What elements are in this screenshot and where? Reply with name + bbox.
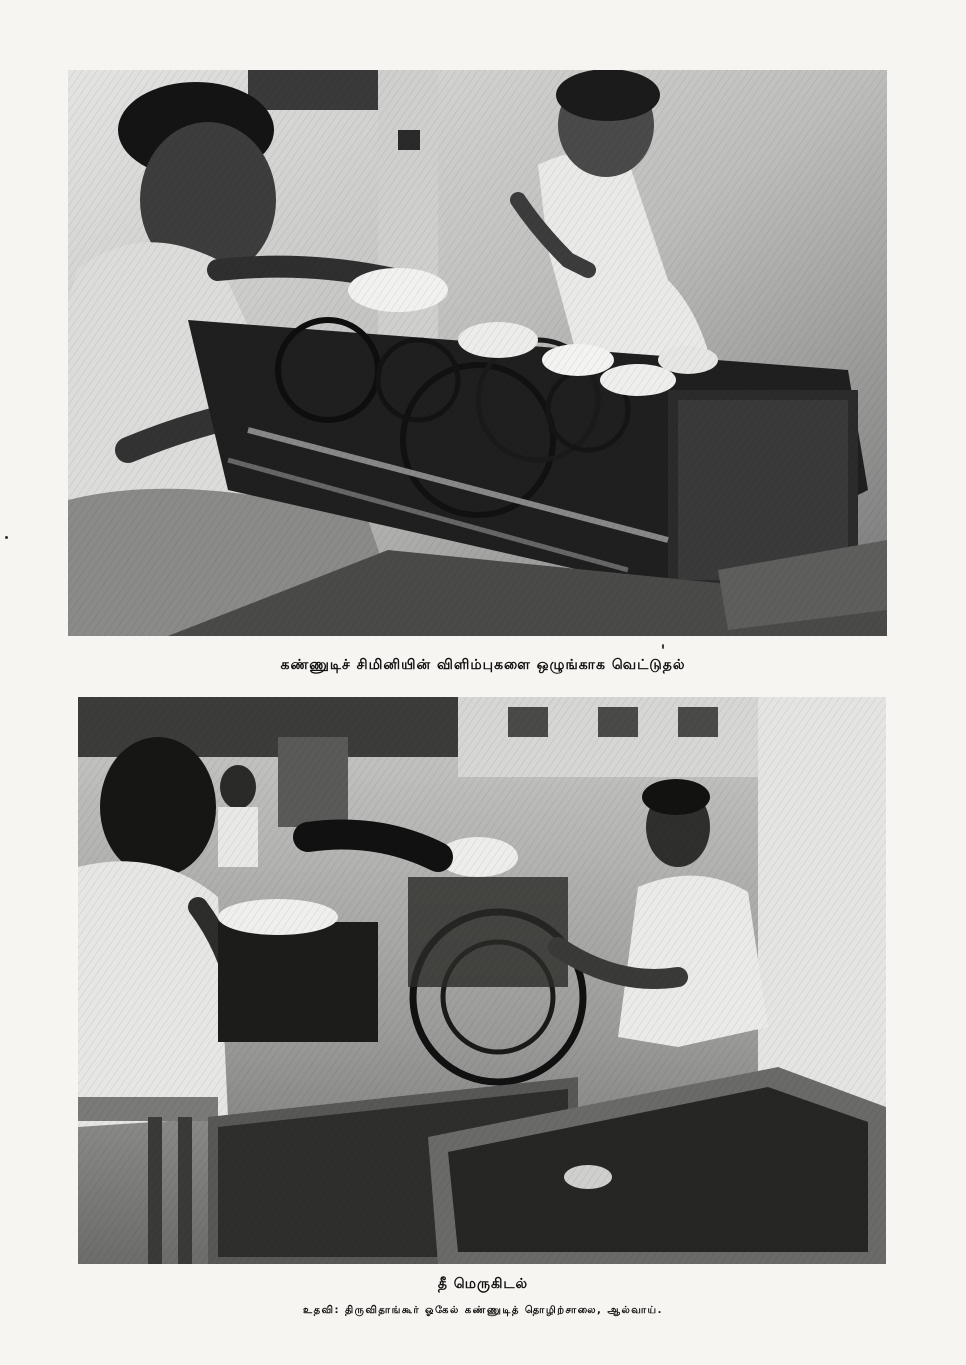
photo-chimney-cutting-image bbox=[68, 70, 887, 636]
photo-caption-top: கண்ணுடிச் சிமினியின் விளிம்புகளை ஒழுங்காக வெட்டுதல் bbox=[280, 657, 686, 673]
photo-caption-bottom: தீ மெருகிடல் bbox=[437, 1276, 529, 1292]
photo-fire-polishing-image bbox=[78, 697, 886, 1264]
photo-fire-polishing bbox=[78, 697, 886, 1264]
photo-chimney-cutting bbox=[68, 70, 887, 636]
paper-speck bbox=[662, 644, 664, 649]
photo-credit: உதவி: திருவிதாங்கூர் ஓகேல் கண்ணுடித் தொழிற்சாலை, ஆல்வாய். bbox=[303, 1305, 663, 1316]
paper-speck bbox=[5, 536, 8, 539]
